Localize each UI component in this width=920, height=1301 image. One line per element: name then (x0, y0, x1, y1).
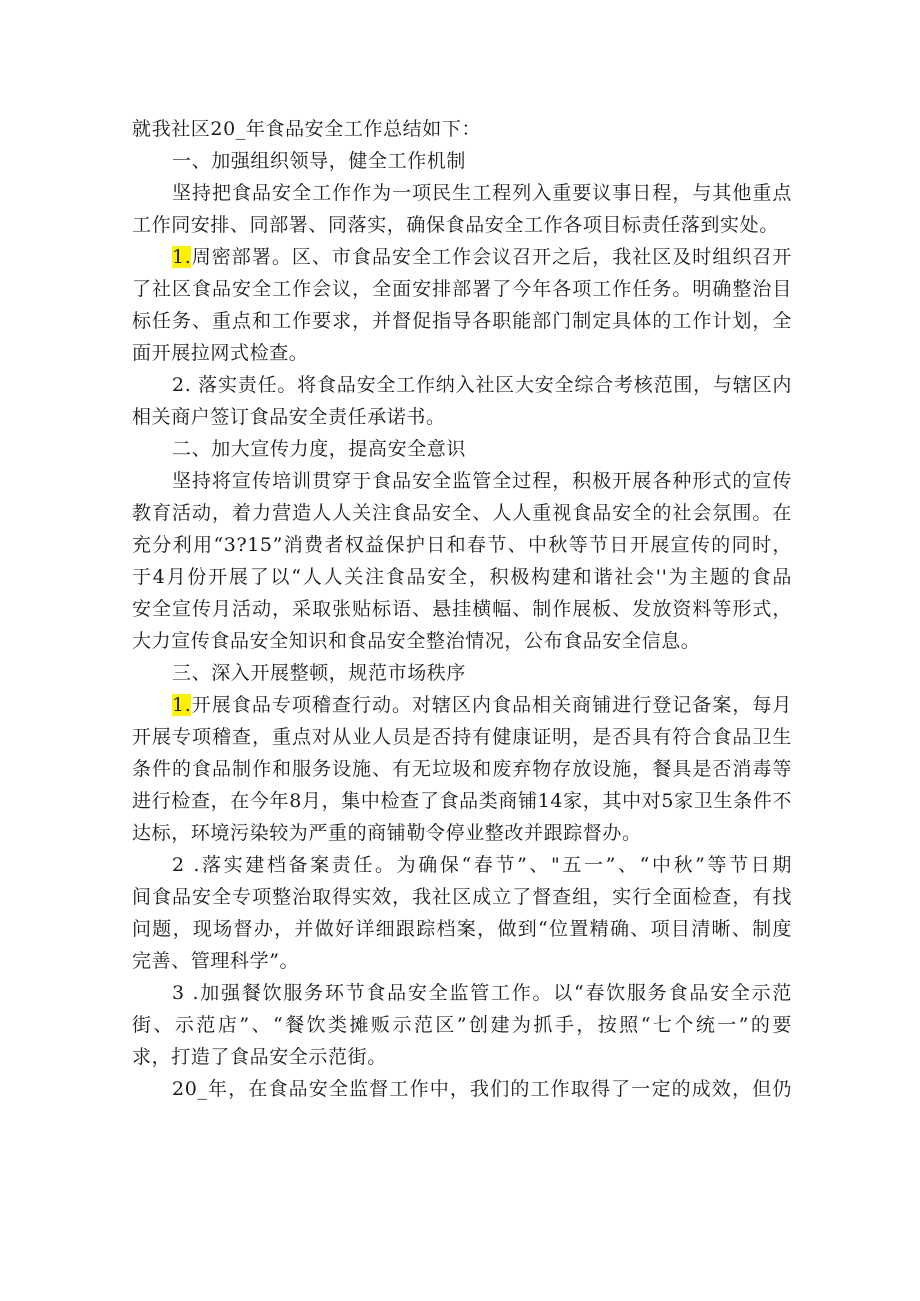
text-line (132, 657, 792, 689)
line-text: 条件的食品制作和服务设施、有无垃圾和废弃物存放设施，餐具是否消毒等 (132, 758, 792, 780)
text-line (132, 337, 792, 369)
text-line (132, 113, 792, 145)
line-text: 于4月份开展了以“人人关注食品安全，积极构建和谐社会''为主题的食品 (132, 566, 792, 588)
text-line (132, 465, 792, 497)
document-body (132, 113, 792, 1105)
line-text: 街、示范店”、“餐饮类摊贩示范区”创建为抓手，按照“七个统一”的要 (132, 1014, 792, 1036)
text-line (132, 401, 792, 433)
text-line (132, 785, 792, 817)
line-text: 坚持把食品安全工作作为一项民生工程列入重要议事日程，与其他重点 (172, 182, 792, 204)
line-text: 充分利用“3?15”消费者权益保护日和春节、中秋等节日开展宣传的同时， (132, 534, 792, 556)
line-text: 标任务、重点和工作要求，并督促指导各职能部门制定具体的工作计划，全 (132, 310, 792, 332)
text-line (132, 209, 792, 241)
text-line (132, 817, 792, 849)
line-text: 问题，现场督办，并做好详细跟踪档案，做到“位置精确、项目清晰、制度 (132, 918, 792, 940)
text-line (132, 977, 792, 1009)
text-line (132, 721, 792, 753)
line-text: 工作同安排、同部署、同落实，确保食品安全工作各项目标责任落到实处。 (132, 214, 779, 236)
text-line (132, 1073, 792, 1105)
line-text: 就我社区20_年食品安全工作总结如下： (132, 118, 482, 140)
text-line (132, 593, 792, 625)
highlighted-number: 1. (172, 694, 192, 716)
line-text: 相关商户签订食品安全责任承诺书。 (132, 406, 446, 428)
text-line (132, 1041, 792, 1073)
text-line (132, 305, 792, 337)
text-line (132, 753, 792, 785)
line-text: 开展食品专项稽查行动。对辖区内食品相关商铺进行登记备案，每月 (191, 694, 792, 716)
text-line (132, 529, 792, 561)
text-line (132, 913, 792, 945)
highlighted-number: 1. (172, 246, 192, 268)
line-text: 2. 落实责任。将食品安全工作纳入社区大安全综合考核范围，与辖区内 (172, 374, 792, 396)
line-text: 开展专项稽查，重点对从业人员是否持有健康证明，是否具有符合食品卫生 (132, 726, 792, 748)
line-text: 坚持将宣传培训贯穿于食品安全监管全过程，积极开展各种形式的宣传 (172, 470, 792, 492)
line-text: 进行检查，在今年8月，集中检查了食品类商铺14家，其中对5家卫生条件不 (132, 790, 792, 812)
text-line (132, 625, 792, 657)
line-text: 二、加大宣传力度，提高安全意识 (172, 438, 467, 460)
line-text: 完善、管理科学”。 (132, 950, 300, 972)
line-text: 面开展拉网式检查。 (132, 342, 309, 364)
text-line (132, 881, 792, 913)
line-text: 间食品安全专项整治取得实效，我社区成立了督查组，实行全面检查，有找 (132, 886, 792, 908)
line-text: 3 .加强餐饮服务环节食品安全监管工作。以“春饮服务食品安全示范 (172, 982, 792, 1004)
line-text: 达标，环境污染较为严重的商铺勒令停业整改并跟踪督办。 (132, 822, 642, 844)
text-line (132, 145, 792, 177)
line-text: 大力宣传食品安全知识和食品安全整治情况，公布食品安全信息。 (132, 630, 701, 652)
text-line (132, 1009, 792, 1041)
line-text: 周密部署。区、市食品安全工作会议召开之后，我社区及时组织召开 (191, 246, 792, 268)
text-line (132, 497, 792, 529)
text-line (132, 849, 792, 881)
line-text: 20_年，在食品安全监督工作中，我们的工作取得了一定的成效，但仍 (172, 1078, 792, 1100)
text-line (132, 241, 792, 273)
line-text: 三、深入开展整顿，规范市场秩序 (172, 662, 467, 684)
text-line (132, 273, 792, 305)
line-text: 求，打造了食品安全示范街。 (132, 1046, 387, 1068)
line-text: 了社区食品安全工作会议，全面安排部署了今年各项工作任务。明确整治目 (132, 278, 792, 300)
text-line (132, 369, 792, 401)
line-text: 一、加强组织领导，健全工作机制 (172, 150, 467, 172)
text-line (132, 945, 792, 977)
text-line (132, 689, 792, 721)
line-text: 教育活动，着力营造人人关注食品安全、人人重视食品安全的社会氛围。在 (132, 502, 792, 524)
line-text: 安全宣传月活动，采取张贴标语、悬挂横幅、制作展板、发放资料等形式， (132, 598, 792, 620)
text-line (132, 433, 792, 465)
text-line (132, 177, 792, 209)
line-text: 2 .落实建档备案责任。为确保“春节”、"五一”、“中秋”等节日期 (172, 854, 792, 876)
text-line (132, 561, 792, 593)
